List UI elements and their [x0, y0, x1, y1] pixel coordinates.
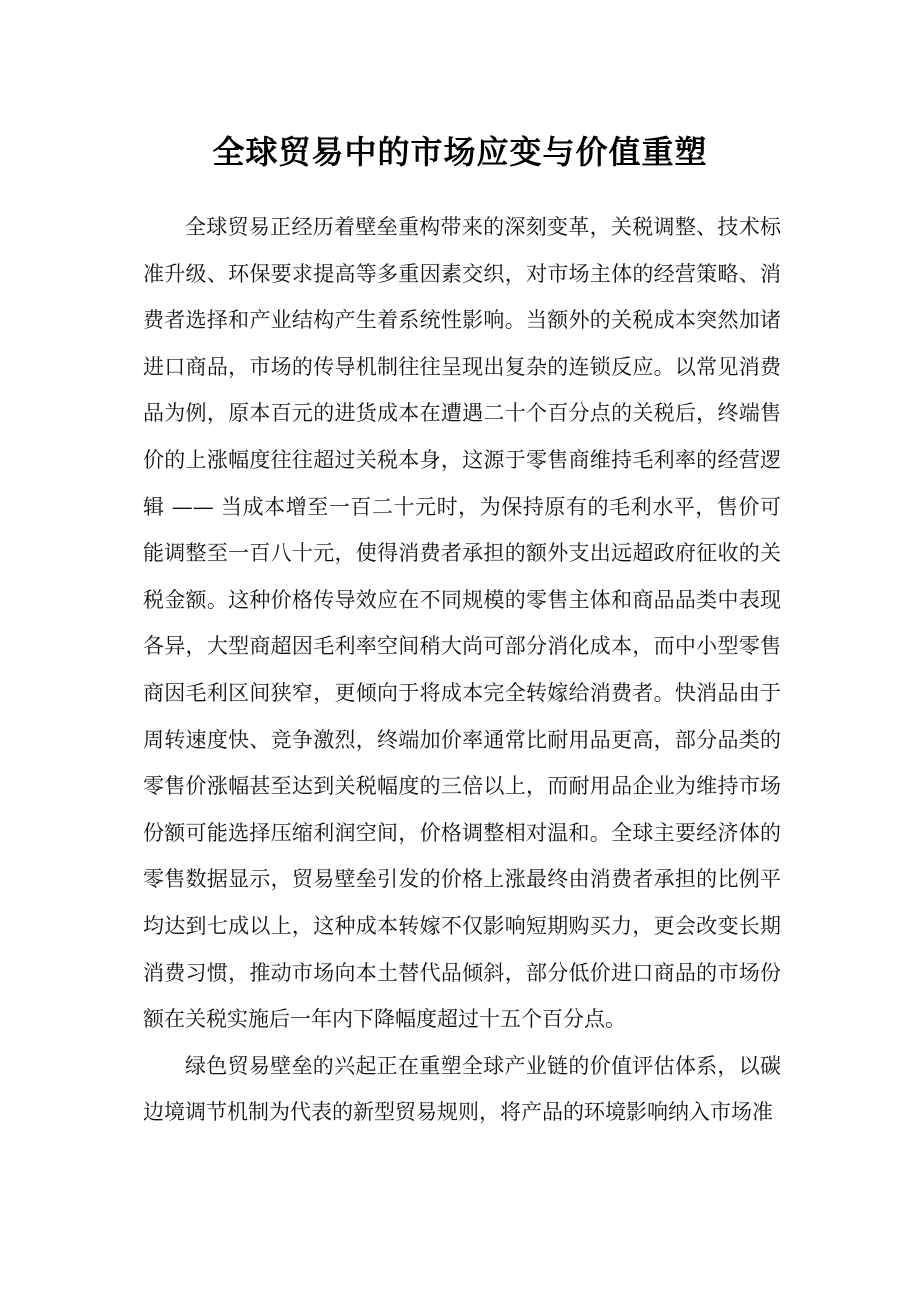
- document-title: 全球贸易中的市场应变与价值重塑: [212, 133, 708, 171]
- paragraph-1: 全球贸易正经历着壁垒重构带来的深刻变革，关税调整、技术标准升级、环保要求提高等多重因素交织，对市场主体的经营策略、消费者选择和产业结构产生着系统性影响。当额外的关税成本突然加诸进口商品，市场的传导机制往往呈现出复杂的连锁反应。以常见消费品为例，原本百元的进货成本在遭遇二十个百分点的关税后，终端售价的上涨幅度往往超过关税本身，这源于零售商维持毛利率的经营逻辑 —— 当成本增至一百二十元时，为保持原有的毛利水平，售价可能调整至一百八十元，使得消费者承担的额外支出远超政府征收的关税金额。这种价格传导效应在不同规模的零售主体和商品品类中表现各异，大型商超因毛利率空间稍大尚可部分消化成本，而中小型零售商因毛利区间狭窄，更倾向于将成本完全转嫁给消费者。快消品由于周转速度快、竞争激烈，终端加价率通常比耐用品更高，部分品类的零售价涨幅甚至达到关税幅度的三倍以上，而耐用品企业为维持市场份额可能选择压缩利润空间，价格调整相对温和。全球主要经济体的零售数据显示，贸易壁垒引发的价格上涨最终由消费者承担的比例平均达到七成以上，这种成本转嫁不仅影响短期购买力，更会改变长期消费习惯，推动市场向本土替代品倾斜，部分低价进口商品的市场份额在关税实施后一年内下降幅度超过十五个百分点。: [143, 215, 781, 1032]
- document-body: [143, 204, 781, 1136]
- paragraph-2: 绿色贸易壁垒的兴起正在重塑全球产业链的价值评估体系，以碳边境调节机制为代表的新型贸易规则，将产品的环境影响纳入市场准: [143, 1053, 781, 1125]
